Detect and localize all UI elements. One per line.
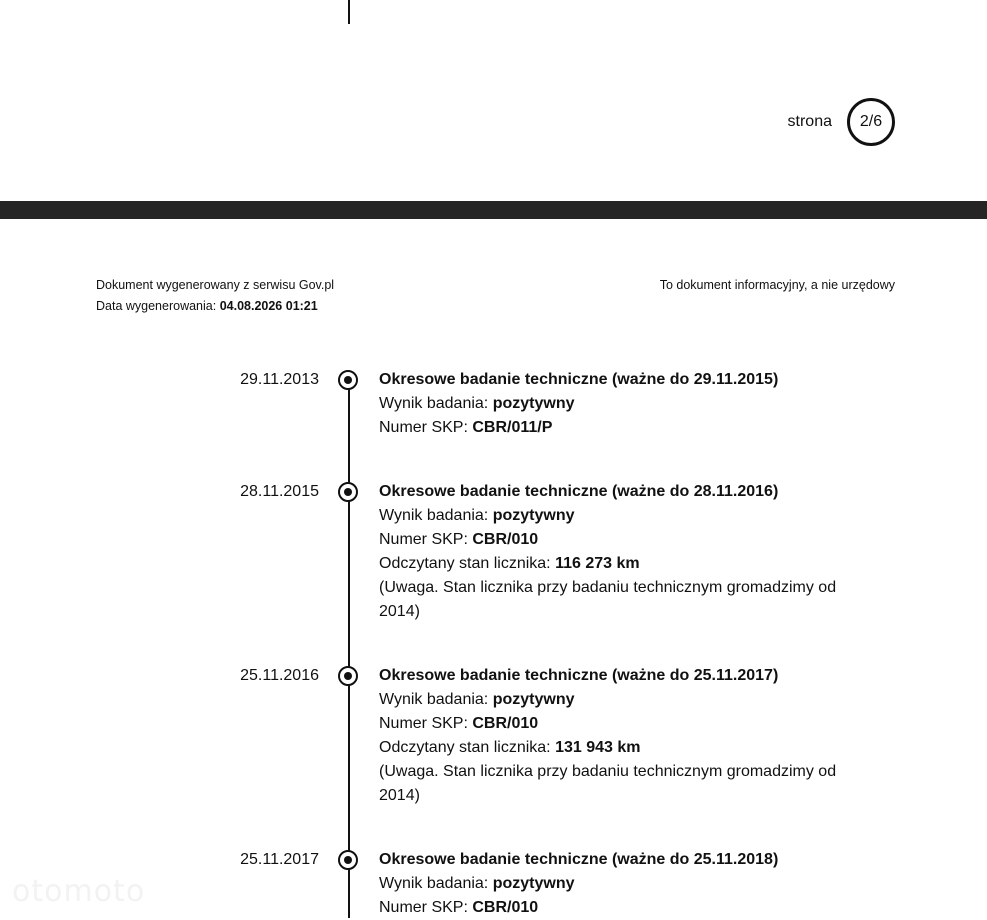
timeline-line [348, 378, 350, 918]
timeline-top-segment [348, 0, 350, 24]
result-label: Wynik badania: [379, 691, 489, 708]
watermark-logo: otomoto [12, 874, 146, 909]
entry-body [379, 480, 859, 624]
result-label: Wynik badania: [379, 875, 489, 892]
timeline-dot-icon [338, 482, 358, 502]
source-text: Dokument wygenerowany z serwisu Gov.pl [96, 278, 335, 292]
skp-value: CBR/010 [472, 715, 539, 732]
entry-odometer [379, 552, 859, 576]
entry-body [379, 368, 859, 440]
entry-date: 29.11.2013 [240, 371, 319, 388]
page-label: strona [787, 113, 832, 130]
entry-body [379, 664, 859, 808]
entry-result [379, 688, 859, 712]
timeline-dot-icon [338, 850, 358, 870]
result-label: Wynik badania: [379, 395, 489, 412]
skp-label: Numer SKP: [379, 899, 468, 916]
generation-date-label: Data wygenerowania: [96, 299, 217, 313]
entry-date: 28.11.2015 [240, 483, 319, 500]
entry-result [379, 504, 859, 528]
entry-result [379, 872, 859, 896]
result-value: pozytywny [492, 395, 575, 412]
disclaimer: To dokument informacyjny, a nie urzędowy [659, 278, 895, 292]
odometer-value: 116 273 km [555, 555, 640, 572]
result-label: Wynik badania: [379, 507, 489, 524]
entry-date: 25.11.2017 [240, 851, 319, 868]
entry-skp [379, 528, 859, 552]
entry-body [379, 848, 859, 920]
skp-label: Numer SKP: [379, 531, 468, 548]
entry-date: 25.11.2016 [240, 667, 319, 684]
entry-skp [379, 416, 859, 440]
odometer-value: 131 943 km [555, 739, 641, 756]
generation-date [96, 296, 334, 317]
page-number-badge: 2/6 [847, 98, 895, 146]
odometer-label: Odczytany stan licznika: [379, 555, 551, 572]
page-divider-bar [0, 201, 987, 219]
result-value: pozytywny [492, 875, 575, 892]
entry-title: Okresowe badanie techniczne (ważne do 25.11.2017) [379, 667, 779, 684]
entry-title: Okresowe badanie techniczne (ważne do 25.11.2018) [379, 851, 779, 868]
entry-skp [379, 712, 859, 736]
timeline-dot-icon [338, 666, 358, 686]
entry-title: Okresowe badanie techniczne (ważne do 28.11.2016) [379, 483, 779, 500]
entry-note: (Uwaga. Stan licznika przy badaniu technicznym gromadzimy od 2014) [379, 579, 837, 620]
skp-label: Numer SKP: [379, 715, 468, 732]
skp-label: Numer SKP: [379, 419, 468, 436]
result-value: pozytywny [492, 507, 575, 524]
page-indicator [788, 98, 895, 146]
document-meta [96, 275, 334, 317]
odometer-label: Odczytany stan licznika: [379, 739, 551, 756]
skp-value: CBR/010 [472, 531, 539, 548]
skp-value: CBR/011/P [472, 419, 553, 436]
generation-date-value: 04.08.2026 01:21 [219, 299, 318, 313]
entry-title: Okresowe badanie techniczne (ważne do 29.11.2015) [379, 371, 779, 388]
entry-note: (Uwaga. Stan licznika przy badaniu technicznym gromadzimy od 2014) [379, 763, 837, 804]
entry-result [379, 392, 859, 416]
entry-odometer [379, 736, 859, 760]
skp-value: CBR/010 [472, 899, 539, 916]
result-value: pozytywny [492, 691, 575, 708]
entry-skp [379, 896, 859, 920]
timeline-dot-icon [338, 370, 358, 390]
